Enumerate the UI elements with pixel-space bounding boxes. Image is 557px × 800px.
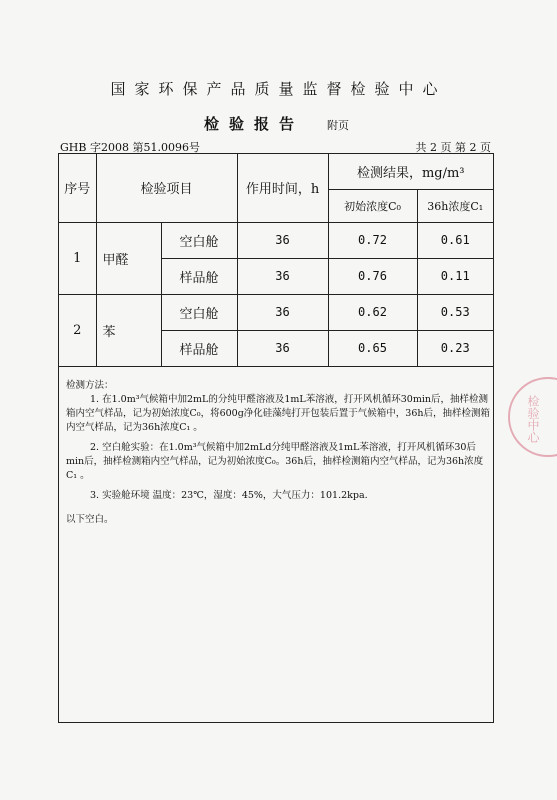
report-appendix-label: 附页 [327,119,349,132]
row-initial: 0.62 [328,294,417,330]
row-initial: 0.76 [328,258,417,294]
row-cabin: 样品舱 [161,258,237,294]
results-table [59,154,493,367]
header-final-concentration: 36h浓度C₁ [417,189,493,222]
row-final: 0.61 [417,222,493,258]
official-seal [508,377,557,457]
header-seq: 序号 [59,154,96,222]
row-final: 0.53 [417,294,493,330]
test-method-notes [66,379,490,527]
report-title: 检验报告 [204,115,305,133]
row-seq: 2 [59,294,96,366]
row-item-name: 苯 [96,294,161,366]
row-time: 36 [237,294,328,330]
header-time: 作用时间，h [237,154,328,222]
row-final: 0.11 [417,258,493,294]
seal-text: 检验中心 [526,395,540,443]
header-result: 检测结果，mg/m³ [328,154,493,189]
organization-title: 国家环保产品质量监督检验中心 [110,80,447,98]
notes-end: 以下空白。 [66,514,114,525]
row-time: 36 [237,258,328,294]
page-info: 共 2 页 第 2 页 [415,141,491,154]
row-cabin: 空白舱 [161,294,237,330]
notes-item-1: 1. 在1.0m³气候箱中加2mL的分纯甲醛溶液及1mL苯溶液，打开风机循环30min后，抽样检测箱内空气样品，记为初始浓度C₀，将600g净化硅藻纯打开包装后置于气候箱中，36h后，抽样检测箱内空气样品，记为36h浓度C₁ 。 [66,394,490,433]
notes-item-3: 3. 实验舱环境 温度：23℃，湿度：45%，大气压力：101.2kpa. [90,490,368,501]
row-cabin: 空白舱 [161,222,237,258]
notes-item-2: 2. 空白舱实验：在1.0m³气候箱中加2mLd分纯甲醛溶液及1mL苯溶液，打开风机循环30后min后，抽样检测箱内空气样品，记为初始浓度C₀。36h后，抽样检测箱内空气样品，记为36h浓度C₁ 。 [66,442,484,481]
row-initial: 0.72 [328,222,417,258]
notes-heading: 检测方法： [66,380,114,391]
header-item: 检验项目 [96,154,237,222]
report-number: GHB 字2008 第51.0096号 [60,141,200,154]
row-seq: 1 [59,222,96,294]
row-time: 36 [237,222,328,258]
row-cabin: 样品舱 [161,330,237,366]
row-initial: 0.65 [328,330,417,366]
header-initial-concentration: 初始浓度C₀ [328,189,417,222]
report-frame [58,153,494,723]
table-row [59,222,493,258]
row-item-name: 甲醛 [96,222,161,294]
table-header-row [59,154,493,189]
row-time: 36 [237,330,328,366]
table-row [59,294,493,330]
row-final: 0.23 [417,330,493,366]
